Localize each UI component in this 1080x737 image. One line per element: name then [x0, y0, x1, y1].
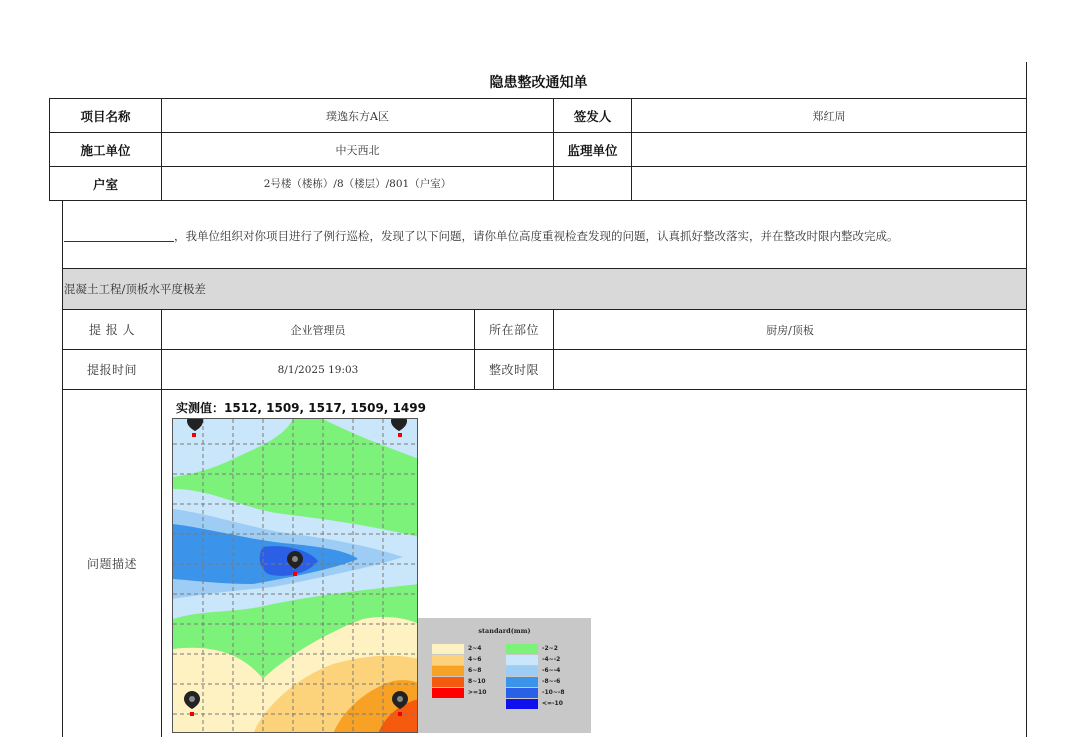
reporter-value: 企业管理员: [290, 323, 346, 337]
supervisor-label: 监理单位: [567, 142, 618, 158]
legend-swatch: [506, 655, 538, 665]
table-border: [1026, 62, 1027, 737]
legend-label: -2~2: [542, 645, 558, 652]
legend-label: 8~10: [468, 678, 486, 685]
reporter-label: 提 报 人: [88, 323, 136, 337]
legend-label: >=10: [468, 689, 487, 696]
legend-label: 6~8: [468, 667, 482, 674]
location-label: 所在部位: [488, 323, 539, 337]
legend-swatch: [432, 688, 464, 698]
description-label: 问题描述: [86, 557, 137, 571]
time-value: 8/1/2025 19:03: [277, 363, 359, 376]
deadline-value: [554, 350, 1026, 389]
contractor-label: 施工单位: [80, 142, 131, 158]
legend-label: -8~-6: [542, 678, 561, 685]
legend-label: 2~4: [468, 645, 482, 652]
measured-values: 实测值：1512, 1509, 1517, 1509, 1499: [176, 400, 426, 415]
contractor-value: 中天西北: [335, 143, 380, 157]
legend-label: 4~6: [468, 656, 482, 663]
unit-value: 2号楼（楼栋）/8（楼层）/801（户室）: [263, 178, 452, 190]
legend-title: standard(mm): [478, 627, 531, 635]
legend-swatch: [506, 644, 538, 654]
legend-swatch: [432, 677, 464, 687]
legend-swatch: [506, 699, 538, 709]
unit-label: 户室: [92, 176, 118, 192]
issuer-value: 郑红周: [812, 109, 846, 123]
page-title: 隐患整改通知单: [489, 75, 588, 91]
legend-swatch: [432, 666, 464, 676]
deadline-label: 整改时限: [488, 363, 539, 377]
table-border: [62, 389, 1026, 390]
legend-swatch: [506, 688, 538, 698]
legend-swatch: [432, 655, 464, 665]
issue-category-band: [63, 269, 1026, 309]
legend-label: -10~-8: [542, 689, 565, 696]
legend-swatch: [506, 666, 538, 676]
legend-label: -6~-4: [542, 667, 561, 674]
time-label: 提报时间: [86, 363, 137, 377]
legend-swatch: [432, 644, 464, 654]
heatmap-legend: [418, 618, 591, 733]
issuer-label: 签发人: [573, 108, 612, 124]
supervisor-value: [632, 133, 1026, 166]
legend-label: <=-10: [542, 700, 563, 707]
flatness-heatmap-image: [172, 418, 418, 733]
notice-blank-underline: [64, 241, 174, 242]
project-label: 项目名称: [80, 108, 131, 124]
location-value: 厨房/顶板: [766, 323, 814, 337]
project-value: 璞逸东方A区: [326, 109, 389, 123]
notice-text: ，我单位组织对你项目进行了例行巡检，发现了以下问题，请你单位高度重视检查发现的问题，认真抓好整改落实，并在整改时限内整改完成。: [174, 229, 899, 243]
legend-swatch: [506, 677, 538, 687]
table-border: [49, 200, 1027, 201]
legend-label: -4~-2: [542, 656, 561, 663]
issue-category: 混凝土工程/顶板水平度极差: [64, 282, 206, 296]
